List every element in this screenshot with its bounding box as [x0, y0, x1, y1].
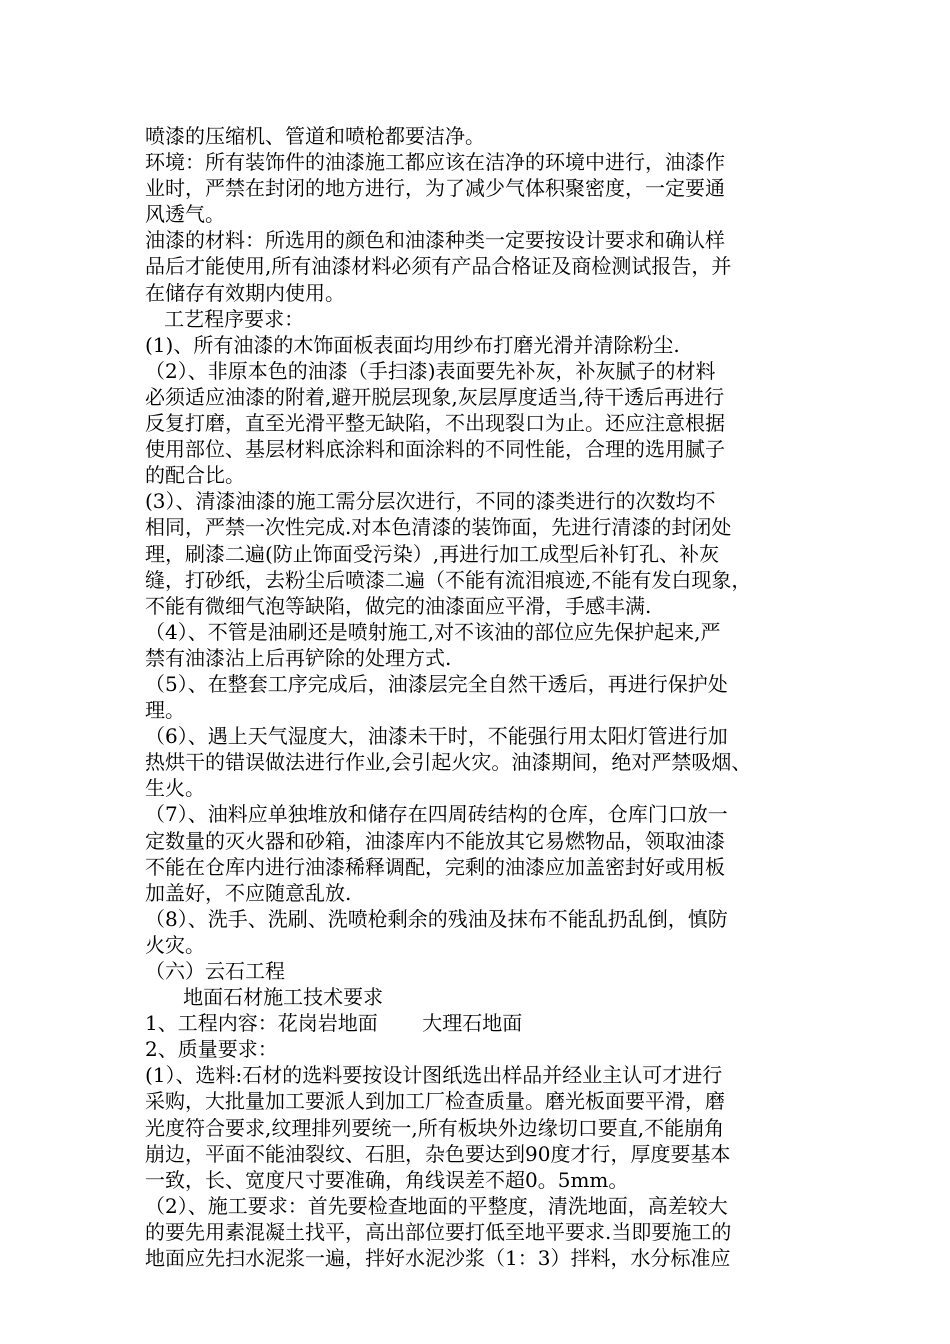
text-line: (1）、选料:石材的选料要按设计图纸选出样品并经业主认可才进行	[145, 1063, 723, 1088]
text-line: 环境：所有装饰件的油漆施工都应该在洁净的环境中进行，油漆作	[145, 150, 725, 175]
text-line: 油漆的材料：所选用的颜色和油漆种类一定要按设计要求和确认样	[145, 228, 725, 253]
text-line: 一致，长、宽度尺寸要准确，角线误差不超0。5mm。	[145, 1167, 629, 1192]
text-line: 的要先用素混凝土找平，高出部位要打低至地平要求.当即要施工的	[145, 1219, 732, 1244]
text-line: 热烘干的错误做法进行作业,会引起火灾。油漆期间，绝对严禁吸烟、	[145, 750, 752, 775]
text-line: 光度符合要求,纹理排列要统一,所有板块外边缘切口要直,不能崩角	[145, 1115, 725, 1140]
document-body	[145, 123, 825, 1271]
text-line: 不能在仓库内进行油漆稀释调配，完剩的油漆应加盖密封好或用板	[145, 854, 725, 879]
text-line: (3）、清漆油漆的施工需分层次进行，不同的漆类进行的次数均不	[145, 489, 716, 514]
text-line: 火灾。	[145, 932, 205, 957]
text-line: 品后才能使用,所有油漆材料必须有产品合格证及商检测试报告，并	[145, 254, 732, 279]
text-line: （2）、施工要求：首先要检查地面的平整度，清洗地面，高差较大	[145, 1193, 728, 1218]
section-heading: （六）云石工程	[145, 959, 285, 983]
text-line: 缝，打砂纸，去粉尘后喷漆二遍（不能有流泪痕迹,不能有发白现象，	[145, 567, 752, 592]
text-line: 禁有油漆沾上后再铲除的处理方式.	[145, 645, 452, 670]
text-line: 在储存有效期内使用。	[145, 280, 345, 305]
text-line: 生火。	[145, 776, 205, 801]
text-line: 崩边，平面不能油裂纹、石胆，杂色要达到90度才行，厚度要基本	[145, 1141, 731, 1166]
text-line: 理，刷漆二遍(防止饰面受污染）,再进行加工成型后补钉孔、补灰	[145, 541, 720, 566]
text-line: 地面应先扫水泥浆一遍，拌好水泥沙浆（1：3）拌料，水分标准应	[145, 1246, 731, 1271]
text-line: 不能有微细气泡等缺陷，做完的油漆面应平滑，手感丰满.	[145, 593, 652, 618]
text-line: 喷漆的压缩机、管道和喷枪都要洁净。	[145, 124, 485, 148]
text-line: 采购，大批量加工要派人到加工厂检查质量。磨光板面要平滑，磨	[145, 1089, 725, 1114]
text-line: 反复打磨，直至光滑平整无缺陷，不出现裂口为止。还应注意根据	[145, 411, 725, 436]
text-line: 业时，严禁在封闭的地方进行，为了减少气体积聚密度，一定要通	[145, 176, 725, 201]
text-line: 的配合比。	[145, 463, 245, 488]
text-line: 必须适应油漆的附着,避开脱层现象,灰层厚度适当,待干透后再进行	[145, 384, 725, 409]
text-line: 加盖好，不应随意乱放.	[145, 880, 352, 905]
text-line: （7）、油料应单独堆放和储存在四周砖结构的仓库，仓库门口放一	[145, 802, 728, 827]
section-heading: 工艺程序要求：	[145, 306, 305, 331]
text-line: 1、工程内容：花岗岩地面 大理石地面	[145, 1011, 523, 1036]
text-line: （4）、不管是油刷还是喷射施工,对不该油的部位应先保护起来,严	[145, 619, 721, 644]
section-subheading: 地面石材施工技术要求	[145, 985, 384, 1010]
text-line: 定数量的灭火器和砂箱，油漆库内不能放其它易燃物品，领取油漆	[145, 828, 725, 853]
text-line: （6）、遇上天气湿度大，油漆未干时，不能强行用太阳灯管进行加	[145, 724, 728, 749]
text-line: （8）、洗手、洗刷、洗喷枪剩余的残油及抹布不能乱扔乱倒，慎防	[145, 906, 728, 931]
text-line: (1)、所有油漆的木饰面板表面均用纱布打磨光滑并清除粉尘.	[145, 332, 680, 357]
text-line: 相同，严禁一次性完成.对本色清漆的装饰面，先进行清漆的封闭处	[145, 515, 732, 540]
text-line: 风透气。	[145, 202, 225, 227]
text-line: 使用部位、基层材料底涂料和面涂料的不同性能，合理的选用腻子	[145, 437, 725, 462]
text-line: 理。	[145, 698, 185, 723]
text-line: （5）、在整套工序完成后，油漆层完全自然干透后，再进行保护处	[145, 671, 728, 696]
text-line: 2、质量要求：	[145, 1037, 278, 1062]
text-line: （2）、非原本色的油漆（手扫漆)表面要先补灰，补灰腻子的材料	[145, 358, 716, 383]
